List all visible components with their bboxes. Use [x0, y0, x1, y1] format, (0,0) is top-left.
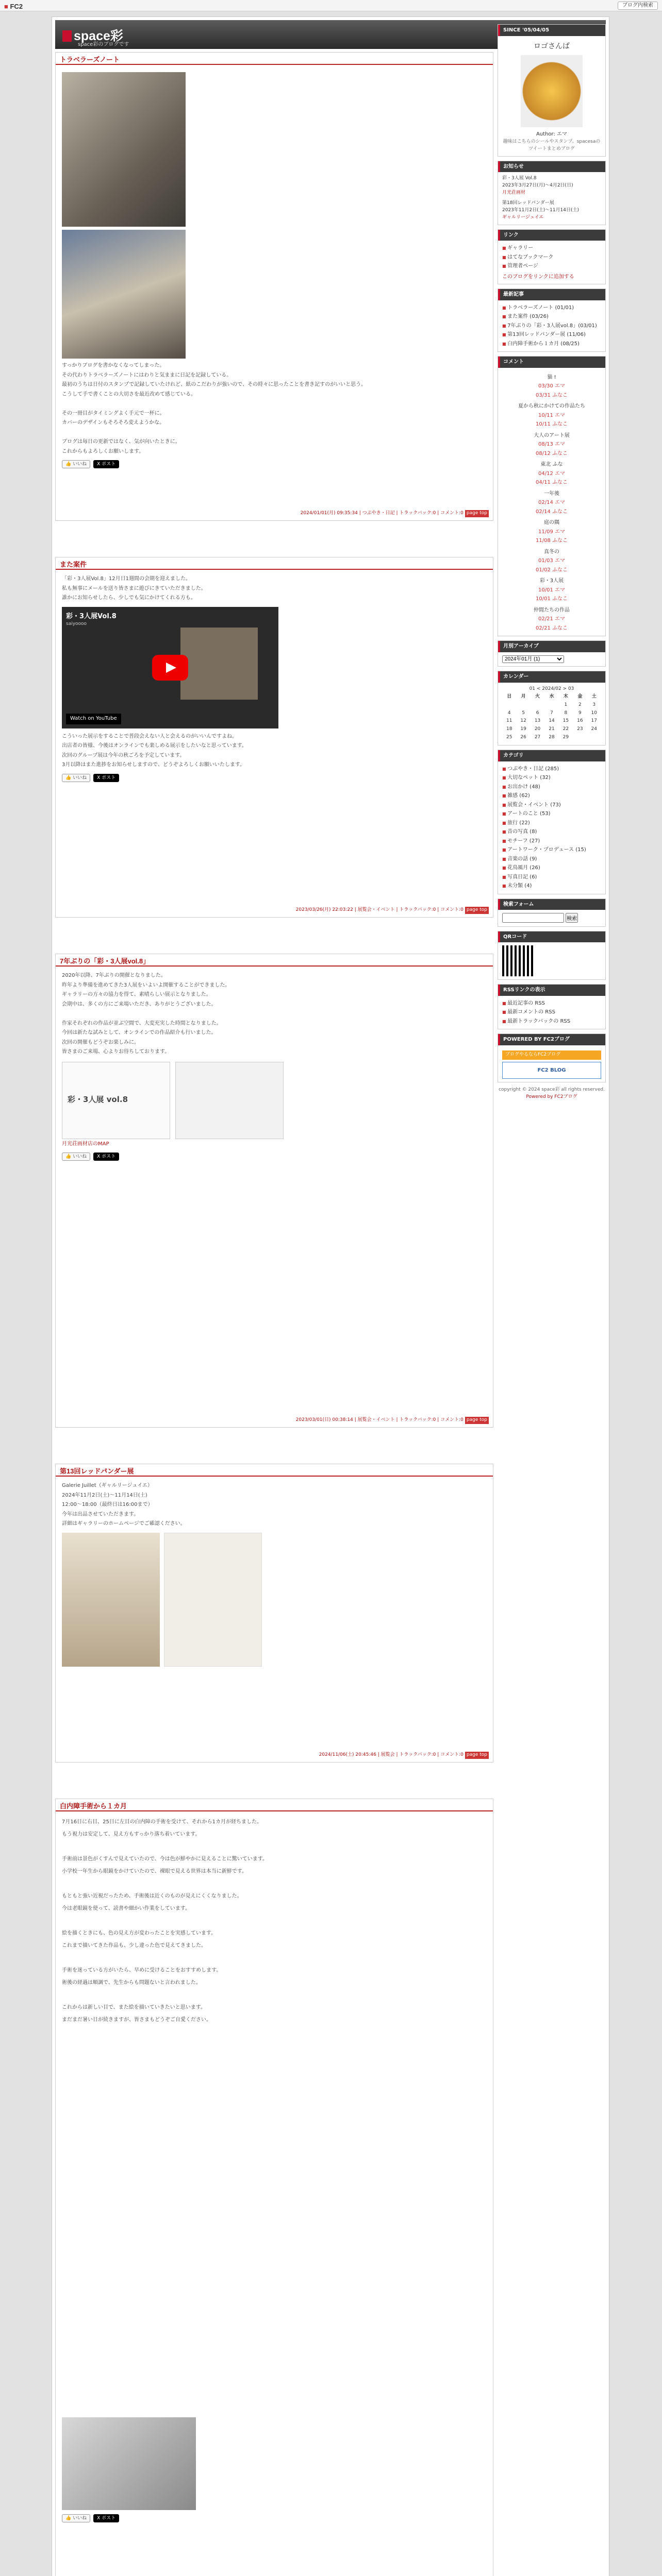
entry-text: 2020年以降、7年ぶりの開催となりました。 — [62, 973, 166, 978]
comment-item[interactable]: 08/13 エマ — [538, 442, 565, 448]
calendar-day[interactable] — [531, 701, 544, 709]
blog-description: space彩のブログです — [78, 42, 129, 47]
calendar-day[interactable]: 10 — [591, 710, 597, 716]
category-item[interactable]: ■ アートのこと (53) — [502, 809, 601, 819]
author-name: Author: エマ — [536, 131, 568, 138]
calendar-day[interactable]: 25 — [506, 735, 512, 740]
entry-text: 小学校一年生から眼鏡をかけていたので、裸眼で見える世界は本当に新鮮です。 — [62, 1869, 247, 1874]
x-post-button[interactable]: X ポスト — [93, 1153, 119, 1161]
entry-text: こういった展示をすることで普段会えない人と会えるのがいいんですよね。 — [62, 733, 237, 739]
calendar-day[interactable]: 15 — [562, 718, 569, 724]
comment-item[interactable]: 11/09 エマ — [538, 529, 565, 535]
calendar-day[interactable]: 14 — [549, 718, 555, 724]
comment-item[interactable]: 02/14 ふなこ — [536, 509, 568, 515]
search-input[interactable] — [502, 913, 564, 923]
exhibition-flyers — [62, 1533, 487, 1667]
entry-text: 私も無事にメールを送り皆さまに遊びにきていただきました。 — [62, 585, 206, 591]
rss-box: RSSリンクの表示 ■ 最近記事の RSS ■ 最新コメントの RSS ■ 最新トラックバックの RSS — [498, 984, 606, 1029]
share-buttons — [62, 460, 487, 468]
entry-title[interactable]: 白内障手術から１カ月 — [60, 1802, 127, 1810]
entry-text: その一冊目がタイミングよく手元で一杯に。 — [62, 410, 165, 416]
entry-title[interactable]: トラベラーズノート — [60, 56, 120, 63]
entry-text: 出店者の皆様、今後はオンラインでも楽しめる展示をしたいなと思っています。 — [62, 743, 247, 749]
blog-title[interactable]: space彩 — [62, 26, 123, 46]
page-top-link[interactable]: page top — [465, 1417, 489, 1424]
calendar-day[interactable]: 13 — [534, 718, 541, 724]
calendar-day[interactable] — [587, 734, 601, 742]
category-item[interactable]: ■ 花鳥風月 (26) — [502, 863, 601, 873]
calendar-day[interactable]: 18 — [506, 726, 512, 732]
entry-text: 今回は新たな試みとして、オンラインでの作品紹介も行いました。 — [62, 1030, 217, 1036]
qr-code — [502, 945, 533, 976]
sidebar: SINCE '05/04/05 ロゴさんぱ Author: エマ 趣味はこちらのシールやスタンプ。spacesaのツイートまとめブログ お知らせ 彩・3人展 Vol.8 2023年3月27日(月)〜4月2日(日) 月光荘画材 第18回レッドパンダー展 2023年11月2日(土)〜11月14日(土) ギャルリージュイエ リンク ■ ギャラリー ■ はてなブックマーク ■ 管理者ページ このブログをリンクに追加する 最新記事 ■ トラベラーズノート (01/01) ■ また案件 (03/26) ■ 7年ぶりの「彩・3人展vol.8」(03/01) ■ 第13回レッドパンダー展 (11/06) ■ 白内障手術から１カ月 (08/25) コメント 猫 ! 03/30 エマ 03/31 ふなこ 夏から秋にかけての作品たち 10/11 エマ 10/11 ふなこ 大人のアート展 08/13 エマ 08/12 ふなこ 東北 ふな 04/12 エマ 04/11 ふなこ 一年後 02/14 エマ 02/14 ふなこ 庭の隅 11/09 エマ 11/08 ふなこ 真冬の 01/03 エマ 01/02 ふなこ 彩・3人展 10/01 エマ 10/01 ふなこ 仲間たちの作品 02/21 エマ 02/21 ふなこ 月別アーカイブ 2024年01月 (1) カレンダー 01 < 2024/02 > 03 日 月 火 水 木 金 土 1 2 3 4 5 6 7 8 9 10 11 12 13 14 15 16 17 18 19 20 21 22 23 24 25 26 27 28 29 カテゴリ ■ つぶやき・日記 (285) ■ 大切なペット (32) ■ お出かけ (48) ■ 雑感 (62) ■ 展覧会・イベント (73) ■ アートのこと (53) ■ 旅行 (22) ■ 昔の写真 (8) ■ モチーフ (27) ■ アートワーク・プロデュース (15) ■ 音楽の話 (9) ■ 花鳥風月 (26) ■ 写真日記 (6) ■ 未分類 (4) 検索フォーム 検索 QRコード RSSリンクの表示 ■ 最近記事の RSS ■ 最新コメントの RSS ■ 最新トラックバックの RSS POWERED BY FC2ブログ ブログやるならFC2ブログ FC2 BLOG copyright © 2024 space彩 all rights reserved. Powered by FC2ブログ — [498, 24, 606, 1101]
like-button[interactable]: 👍 いいね — [62, 2514, 90, 2522]
comment-item[interactable]: 03/30 エマ — [538, 383, 565, 389]
x-post-button[interactable]: X ポスト — [93, 774, 119, 782]
comment-item[interactable]: 01/02 ふなこ — [536, 567, 568, 573]
entry-exhibition — [55, 954, 493, 1428]
like-button[interactable]: 👍 いいね — [62, 1153, 90, 1161]
powered-box: POWERED BY FC2ブログ ブログやるならFC2ブログ FC2 BLOG — [498, 1033, 606, 1082]
calendar-day[interactable] — [544, 701, 558, 709]
calendar-day[interactable]: 5 — [522, 710, 525, 716]
calendar-day[interactable]: 2 — [578, 702, 582, 707]
video-title: 彩・3人展Vol.8 — [66, 612, 117, 620]
entry-text: もう視力は安定して、見え方もすっかり落ち着いています。 — [62, 1832, 201, 1837]
comment-item[interactable]: 10/11 ふなこ — [536, 421, 568, 428]
entry-text: ブログは毎日の更新ではなく、気が向いたときに。 — [62, 439, 180, 445]
youtube-embed[interactable] — [62, 607, 278, 728]
entry-text: まだまだ暑い日が続きますが、皆さまもどうぞご自愛ください。 — [62, 2017, 211, 2023]
calendar-weekday: 火 — [535, 693, 540, 699]
calendar-day[interactable]: 23 — [577, 726, 583, 732]
entry-text: すっかりブログを書かなくなってしまった。 — [62, 363, 165, 368]
entry-cataract — [55, 1799, 493, 2576]
calendar-day[interactable] — [516, 701, 530, 709]
category-item[interactable]: ■ 旅行 (22) — [502, 819, 601, 828]
calendar-weekday: 金 — [577, 693, 583, 699]
entry-text: 誰かにお知らせしたら、少しでも気にかけてくれる方も。 — [62, 595, 196, 601]
entry-text: 2024年11月2日(土)〜11月14日(土) — [62, 1492, 147, 1498]
profile-name: ロゴさんぱ — [534, 42, 570, 50]
entry-text: 手術を迷っている方がいたら、早めに受けることをおすすめします。 — [62, 1968, 222, 1973]
entry-text: 最初のうちは日付のスタンプで記録していたけれど、紙のこだわりが強いので、その時々に思ったことを書き記すのがいいと思う。 — [62, 382, 367, 387]
comment-item[interactable]: 夏から秋にかけての作品たち — [518, 403, 585, 410]
comment-item[interactable]: 02/21 エマ — [538, 616, 565, 622]
entry-text: 術後の経過は順調で、先生からも問題ないと言われました。 — [62, 1980, 201, 1986]
entry-text: 今は老眼鏡を使って、読書や細かい作業をしています。 — [62, 1906, 190, 1911]
blog-search-button[interactable]: ブログ内検索 — [618, 2, 658, 10]
comments-box: コメント 猫 ! 03/30 エマ 03/31 ふなこ 夏から秋にかけての作品たち 10/11 エマ 10/11 ふなこ 大人のアート展 08/13 エマ 08/12 ふなこ 東北 ふな 04/12 エマ 04/11 ふなこ 一年後 02/14 エマ 02/14 ふなこ 庭の隅 11/09 エマ 11/08 ふなこ 真冬の 01/03 エマ 01/02 ふなこ 彩・3人展 10/01 エマ 10/01 ふなこ 仲間たちの作品 02/21 エマ 02/21 ふなこ — [498, 356, 606, 636]
comment-item[interactable]: 04/11 ふなこ — [536, 480, 568, 486]
notebook-photo — [62, 72, 186, 227]
category-box: カテゴリ ■ つぶやき・日記 (285) ■ 大切なペット (32) ■ お出かけ (48) ■ 雑感 (62) ■ 展覧会・イベント (73) ■ アートのこと (53) ■ 旅行 (22) ■ 昔の写真 (8) ■ モチーフ (27) ■ アートワーク・プロデュース (15) ■ 音楽の話 (9) ■ 花鳥風月 (26) ■ 写真日記 (6) ■ 未分類 (4) — [498, 750, 606, 894]
comment-item[interactable]: 仲間たちの作品 — [534, 607, 570, 613]
flyer-back — [164, 1533, 262, 1667]
comment-item[interactable]: 庭の隅 — [544, 520, 559, 526]
entry-text: 次回の開催もどうぞお楽しみに。 — [62, 1039, 139, 1045]
news-box: お知らせ 彩・3人展 Vol.8 2023年3月27日(月)〜4月2日(日) 月光荘画材 第18回レッドパンダー展 2023年11月2日(土)〜11月14日(土) ギャルリージュイエ — [498, 161, 606, 225]
calendar-weekday: 水 — [549, 693, 554, 699]
category-item[interactable]: ■ 写真日記 (6) — [502, 873, 601, 882]
avatar — [521, 55, 583, 127]
search-button[interactable]: 検索 — [566, 913, 578, 923]
calendar-weekday: 木 — [563, 693, 568, 699]
dm-map — [175, 1062, 284, 1139]
calendar-day[interactable]: 7 — [550, 710, 553, 716]
comment-item[interactable]: 大人のアート展 — [534, 432, 570, 438]
notebooks-stack-photo — [62, 230, 186, 359]
comment-item[interactable]: 東北 ふな — [540, 462, 563, 468]
calendar-weekday: 月 — [521, 693, 526, 699]
archive-box: 月別アーカイブ 2024年01月 (1) — [498, 640, 606, 667]
like-button[interactable]: 👍 いいね — [62, 460, 90, 468]
category-item[interactable]: ■ つぶやき・日記 (285) — [502, 765, 601, 774]
play-icon[interactable] — [152, 655, 188, 681]
calendar-day[interactable]: 28 — [549, 735, 555, 740]
entry-text: 12:00〜18:00（最終日は16:00まで） — [62, 1502, 153, 1507]
flyer-front — [62, 1533, 160, 1667]
entry-text: これからは新しい目で、また絵を描いていきたいと思います。 — [62, 2005, 206, 2010]
calendar-day[interactable]: 11 — [506, 718, 512, 724]
calendar-day[interactable] — [573, 734, 587, 742]
entry-text: もともと強い近視だったため、手術後は近くのものが見えにくくなりました。 — [62, 1893, 242, 1899]
entry-video — [55, 557, 493, 918]
calendar-weekday: 日 — [507, 693, 512, 699]
video-thumbnail — [180, 628, 258, 700]
entry-text: 3月以降はまた進捗をお知らせしますので、どうぞよろしくお願いいたします。 — [62, 762, 245, 768]
calendar-weekday: 土 — [591, 693, 597, 699]
entry-title[interactable]: 第13回レッドパンダー展 — [60, 1467, 134, 1475]
calendar-day[interactable]: 29 — [562, 735, 569, 740]
comment-item[interactable]: 02/21 ふなこ — [536, 625, 568, 631]
entry-text: カバーのデザインもそろそろ変えようかな。 — [62, 420, 165, 426]
page-top-link[interactable]: page top — [465, 907, 489, 914]
comment-item[interactable]: 10/01 エマ — [538, 587, 565, 593]
calendar-day[interactable] — [502, 701, 516, 709]
comment-item[interactable]: 真冬の — [544, 549, 559, 555]
entry-title[interactable]: また案件 — [60, 561, 87, 568]
category-item[interactable]: ■ 雑感 (62) — [502, 791, 601, 801]
comment-item[interactable]: 一年後 — [544, 490, 559, 497]
calendar-day[interactable]: 1 — [564, 702, 568, 707]
entry-text: 会期中は、多くの方にご来場いただき、ありがとうございました。 — [62, 1001, 217, 1007]
fc2-logo[interactable]: ■ FC2 — [4, 3, 23, 10]
entry-text: これまで描いてきた作品も、少し違った色で見えてきました。 — [62, 1943, 206, 1948]
entry-text: 詳細はギャラリーのホームページでご確認ください。 — [62, 1521, 186, 1527]
entry-text: 皆さまのご来場、心よりお待ちしております。 — [62, 1049, 170, 1055]
entry-footer: 2023/03/01(日) 00:38:14 | 展覧会・イベント | トラックバック:0 | コメント:0 page top — [296, 1417, 489, 1424]
dm-front: 彩・3人展 vol.8 — [62, 1062, 170, 1139]
calendar-day[interactable]: 20 — [534, 726, 541, 732]
recent-entries-box: 最新記事 ■ トラベラーズノート (01/01) ■ また案件 (03/26) ■ 7年ぶりの「彩・3人展vol.8」(03/01) ■ 第13回レッドパンダー展 (11/06) ■ 白内障手術から１カ月 (08/25) — [498, 289, 606, 352]
entry-title[interactable]: 7年ぶりの「彩・3人展vol.8」 — [60, 957, 150, 965]
x-post-button[interactable]: X ポスト — [93, 2514, 119, 2522]
category-item[interactable]: ■ モチーフ (27) — [502, 837, 601, 846]
category-item[interactable]: ■ お出かけ (48) — [502, 783, 601, 792]
category-item[interactable]: ■ 音楽の話 (9) — [502, 855, 601, 864]
entry-text: 次回のグループ展は今年の秋ごろを予定しています。 — [62, 752, 185, 758]
comment-item[interactable]: 猫 ! — [547, 374, 556, 380]
calendar-day[interactable]: 19 — [520, 726, 526, 732]
comment-item[interactable]: 04/12 エマ — [538, 470, 565, 477]
entry-text: 作家それぞれの作品が並ぶ空間で、大変充実した時間となりました。 — [62, 1020, 222, 1026]
entry-text: 昨年より準備を進めてきた3人展をいよいよ開催することができました。 — [62, 982, 230, 988]
calendar-day[interactable]: 16 — [577, 718, 583, 724]
watch-on-youtube[interactable]: Watch on YouTube — [66, 714, 121, 724]
links-box: リンク ■ ギャラリー ■ はてなブックマーク ■ 管理者ページ このブログをリンクに追加する — [498, 229, 606, 285]
search-box: 検索フォーム 検索 — [498, 899, 606, 927]
category-item[interactable]: ■ 大切なペット (32) — [502, 773, 601, 783]
calendar-day[interactable]: 12 — [520, 718, 526, 724]
entry-text: 今年は出品させていただきます。 — [62, 1511, 139, 1517]
entry-text: ギャラリーの方々の協力を得て、素晴らしい展示となりました。 — [62, 992, 211, 997]
qr-box: QRコード — [498, 931, 606, 980]
page-top-link[interactable]: page top — [465, 1752, 489, 1759]
fc2-top-bar — [0, 0, 662, 11]
calendar-box: カレンダー 01 < 2024/02 > 03 日 月 火 水 木 金 土 1 2 3 4 5 6 7 8 9 10 11 12 13 14 15 16 17 18 19 20 21 22 23 24 25 26 27 28 29 — [498, 671, 606, 745]
comment-item[interactable]: 10/01 ふなこ — [536, 596, 568, 602]
calendar-day[interactable]: 8 — [564, 710, 568, 716]
comment-item[interactable]: 02/14 エマ — [538, 500, 565, 506]
map-link[interactable]: 月光荘画材店のMAP — [62, 1141, 109, 1147]
calendar-day[interactable]: 21 — [549, 726, 555, 732]
author-desc: 趣味はこちらのシールやスタンプ。spacesaのツイートまとめブログ — [503, 139, 601, 151]
calendar — [502, 693, 601, 742]
calendar-day[interactable]: 3 — [592, 702, 596, 707]
archive-select[interactable] — [502, 655, 564, 663]
calendar-day[interactable]: 6 — [536, 710, 539, 716]
entry-text: これからもよろしくお願いします。 — [62, 448, 144, 454]
x-post-button[interactable]: X ポスト — [93, 460, 119, 468]
category-item[interactable]: ■ 昔の写真 (8) — [502, 827, 601, 837]
page-wrapper — [52, 16, 609, 2576]
entry-text: 手術前は景色がくすんで見えていたので、今は色が鮮やかに見えることに驚いています。 — [62, 1856, 268, 1862]
comment-item[interactable]: 08/12 ふなこ — [536, 450, 568, 456]
glasses-photo — [62, 2417, 196, 2510]
entry-red-panda — [55, 1464, 493, 1762]
profile-box: SINCE '05/04/05 ロゴさんぱ Author: エマ 趣味はこちらのシールやスタンプ。spacesaのツイートまとめブログ — [498, 24, 606, 157]
entry-footer: 2023/03/26(月) 22:03:22 | 展覧会・イベント | トラックバック:0 | コメント:0 page top — [296, 907, 489, 914]
calendar-day[interactable]: 17 — [591, 718, 597, 724]
comment-item[interactable]: 03/31 ふなこ — [536, 392, 568, 398]
calendar-day[interactable]: 27 — [534, 735, 541, 740]
entry-text: Galerie Juillet（ギャルリージュイエ） — [62, 1483, 153, 1488]
comment-item[interactable]: 彩・3人展 — [539, 578, 564, 584]
logo-mark-icon — [62, 30, 72, 42]
entry-footer: 2024/11/06(土) 20:45:46 | 展覧会 | トラックバック:0 | コメント:0 page top — [319, 1752, 489, 1759]
category-item[interactable]: ■ アートワーク・プロデュース (15) — [502, 845, 601, 855]
comment-item[interactable]: 11/08 ふなこ — [536, 538, 568, 544]
calendar-day[interactable]: 26 — [520, 735, 526, 740]
entry-text: 7月16日に右目、25日に左目の白内障の手術を受けて、それから1カ月が経ちました。 — [62, 1819, 262, 1825]
dm-images — [62, 1062, 487, 1139]
category-item[interactable]: ■ 展覧会・イベント (73) — [502, 801, 601, 810]
entry-travelers-note — [55, 52, 493, 521]
calendar-day[interactable]: 24 — [591, 726, 597, 732]
comment-item[interactable]: 01/03 エマ — [538, 558, 565, 564]
entry-text: その代わりトラベラーズノートにはわりと気ままに日記を記録している。 — [62, 372, 232, 378]
entry-text: こうして手で書くことの大切さを最近改めて感じている。 — [62, 391, 196, 397]
calendar-day[interactable]: 22 — [562, 726, 569, 732]
comment-item[interactable]: 10/11 エマ — [538, 412, 565, 418]
entry-text: 「彩・3人展Vol.8」12月日1週間の会期を迎えました。 — [62, 576, 191, 582]
entry-text: 絵を描くときにも、色の見え方が変わったことを実感しています。 — [62, 1930, 217, 1936]
entry-footer: 2024/01/01(月) 09:35:34 | つぶやき・日記 | トラックバック:0 | コメント:0 page top — [301, 510, 489, 517]
calendar-day[interactable]: 9 — [578, 710, 582, 716]
video-channel: saiyoooo — [66, 621, 87, 626]
like-button[interactable]: 👍 いいね — [62, 774, 90, 782]
category-item[interactable]: ■ 未分類 (4) — [502, 882, 601, 891]
page-top-link[interactable]: page top — [465, 510, 489, 517]
calendar-day[interactable]: 4 — [507, 710, 511, 716]
